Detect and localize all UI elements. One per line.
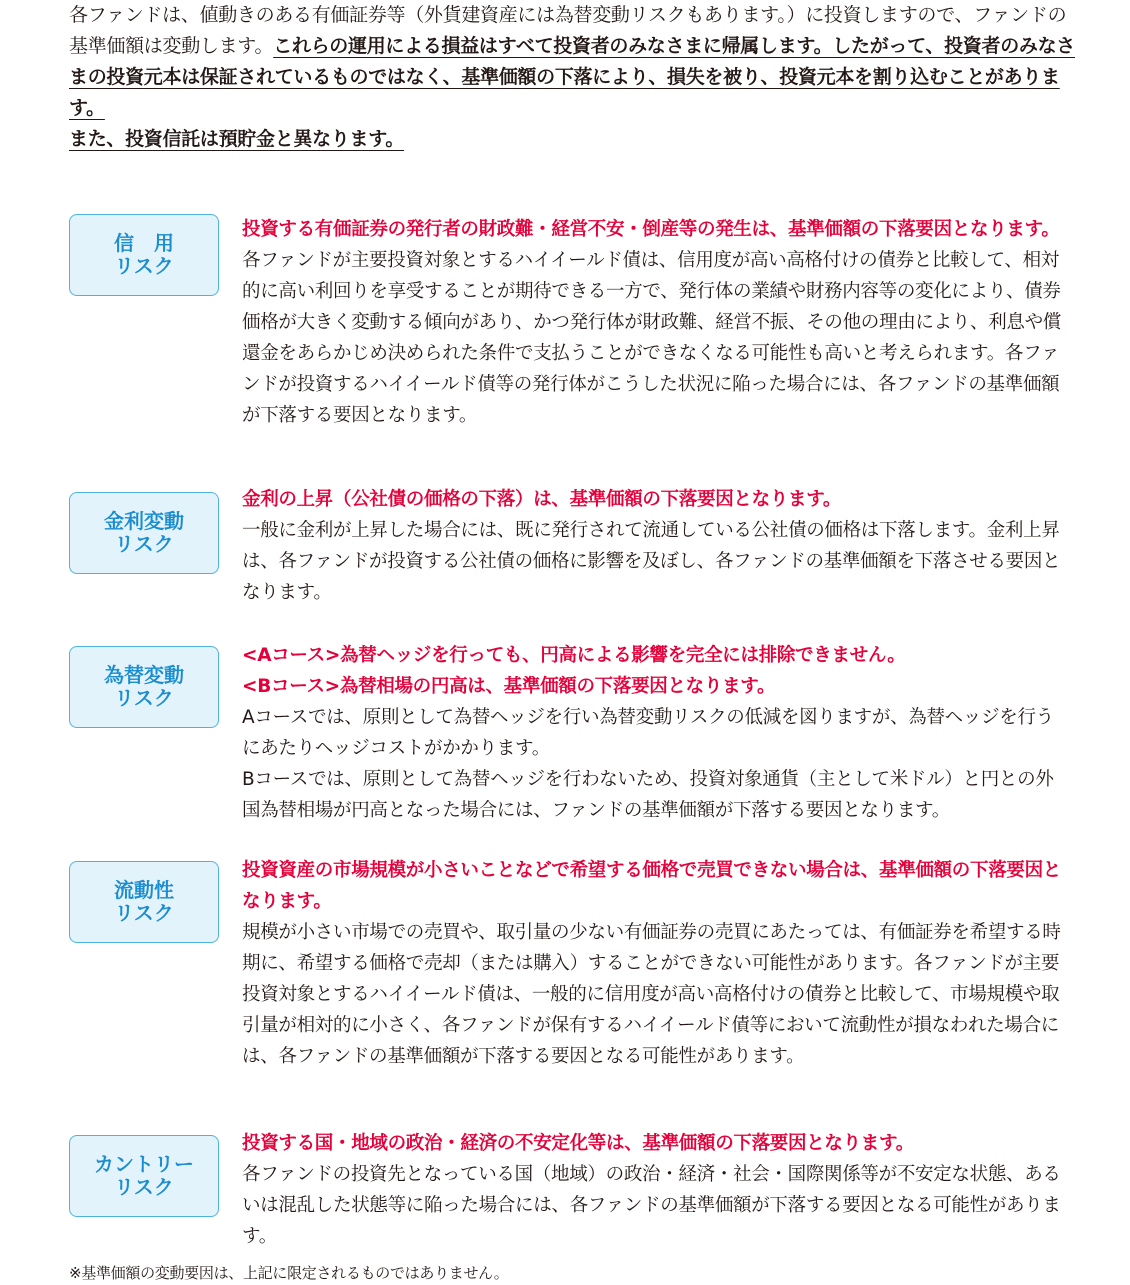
risk-headline: <Bコース>為替相場の円高は、基準価額の下落要因となります。 xyxy=(242,676,776,697)
risk-content xyxy=(242,1128,1066,1252)
risk-label-badge xyxy=(69,861,219,943)
risk-label-line2: リスク xyxy=(114,901,174,925)
risk-headline: 投資する国・地域の政治・経済の不安定化等は、基準価額の下落要因となります。 xyxy=(242,1133,914,1154)
risk-label-badge xyxy=(69,214,219,296)
risk-label-line1: カントリー xyxy=(94,1152,194,1176)
risk-label-line1: 流動性 xyxy=(114,878,174,902)
risk-headline: 投資する有価証券の発行者の財政難・経営不安・倒産等の発生は、基準価額の下落要因となります。 xyxy=(242,219,1060,240)
risk-content xyxy=(242,640,1066,826)
risk-body: Bコースでは、原則として為替ヘッジを行わないため、投資対象通貨（主として米ドル）と円との外国為替相場が円高となった場合には、ファンドの基準価額が下落する要因となります。 xyxy=(242,769,1054,821)
risk-label-line2: リスク xyxy=(114,254,174,278)
risk-label-line2: リスク xyxy=(114,686,174,710)
risk-label-line2: リスク xyxy=(114,532,174,556)
intro-paragraph xyxy=(69,0,1079,155)
risk-body: 一般に金利が上昇した場合には、既に発行されて流通している公社債の価格は下落します。金利上昇は、各ファンドが投資する公社債の価格に影響を及ぼし、各ファンドの基準価額を下落させる要因となります。 xyxy=(242,520,1061,603)
intro-emphasis-last: また、投資信託は預貯金と異なります。 xyxy=(69,128,405,150)
risk-body: 各ファンドが主要投資対象とするハイイールド債は、信用度が高い高格付けの債券と比較して、相対的に高い利回りを享受することが期待できる一方で、発行体の業績や財務内容等の変化により、債券価格が大きく変動する傾向があり、かつ発行体が財政難、経営不振、その他の理由により、利息や償還金をあらかじめ決められた条件で支払うことができなくなる可能性も高いと考えられます。各ファンドが投資するハイイールド債等の発行体がこうした状況に陥った場合には、各ファンドの基準価額が下落する要因となります。 xyxy=(242,250,1062,426)
intro-emphasis-text: これらの運用による損益はすべて投資者のみなさまに帰属します。したがって、投資者のみなさまの投資元本は保証されているものではなく、基準価額の下落により、損失を被り、投資元本を割り込むことがあります。 xyxy=(69,35,1076,119)
risk-label-line1: 為替変動 xyxy=(104,663,184,687)
risk-body: 規模が小さい市場での売買や、取引量の少ない有価証券の売買にあたっては、有価証券を希望する時期に、希望する価格で売却（または購入）することができない可能性があります。各ファンドが主要投資対象とするハイイールド債は、一般的に信用度が高い高格付けの債券と比較して、市場規模や取引量が相対的に小さく、各ファンドが保有するハイイールド債等において流動性が損なわれた場合には、各ファンドの基準価額が下落する要因となる可能性があります。 xyxy=(242,922,1061,1067)
risk-content xyxy=(242,214,1066,431)
risk-content xyxy=(242,484,1066,608)
risk-body: 各ファンドの投資先となっている国（地域）の政治・経済・社会・国際関係等が不安定な状態、あるいは混乱した状態等に陥った場合には、各ファンドの基準価額が下落する要因となる可能性があります。 xyxy=(242,1164,1061,1247)
risk-label-badge xyxy=(69,1135,219,1217)
footnote: ※基準価額の変動要因は、上記に限定されるものではありません。 xyxy=(69,1264,509,1282)
risk-label-line1: 金利変動 xyxy=(104,509,184,533)
intro-plain-text: 各ファンドは、値動きのある有価証券等（外貨建資産には為替変動リスクもあります。）に投資しますので、ファンドの基準価額は変動します。 xyxy=(69,4,1067,57)
risk-headline: 金利の上昇（公社債の価格の下落）は、基準価額の下落要因となります。 xyxy=(242,489,842,510)
risk-label-line2: リスク xyxy=(114,1175,174,1199)
risk-headline: 投資資産の市場規模が小さいことなどで希望する価格で売買できない場合は、基準価額の下落要因となります。 xyxy=(242,860,1062,912)
risk-body: Aコースでは、原則として為替ヘッジを行い為替変動リスクの低減を図りますが、為替ヘッジを行うにあたりヘッジコストがかかります。 xyxy=(242,707,1054,759)
risk-label-line1: 信 用 xyxy=(114,231,174,255)
risk-label-badge xyxy=(69,646,219,728)
risk-label-badge xyxy=(69,492,219,574)
risk-content xyxy=(242,855,1066,1072)
risk-headline: <Aコース>為替ヘッジを行っても、円高による影響を完全には排除できません。 xyxy=(242,645,906,666)
